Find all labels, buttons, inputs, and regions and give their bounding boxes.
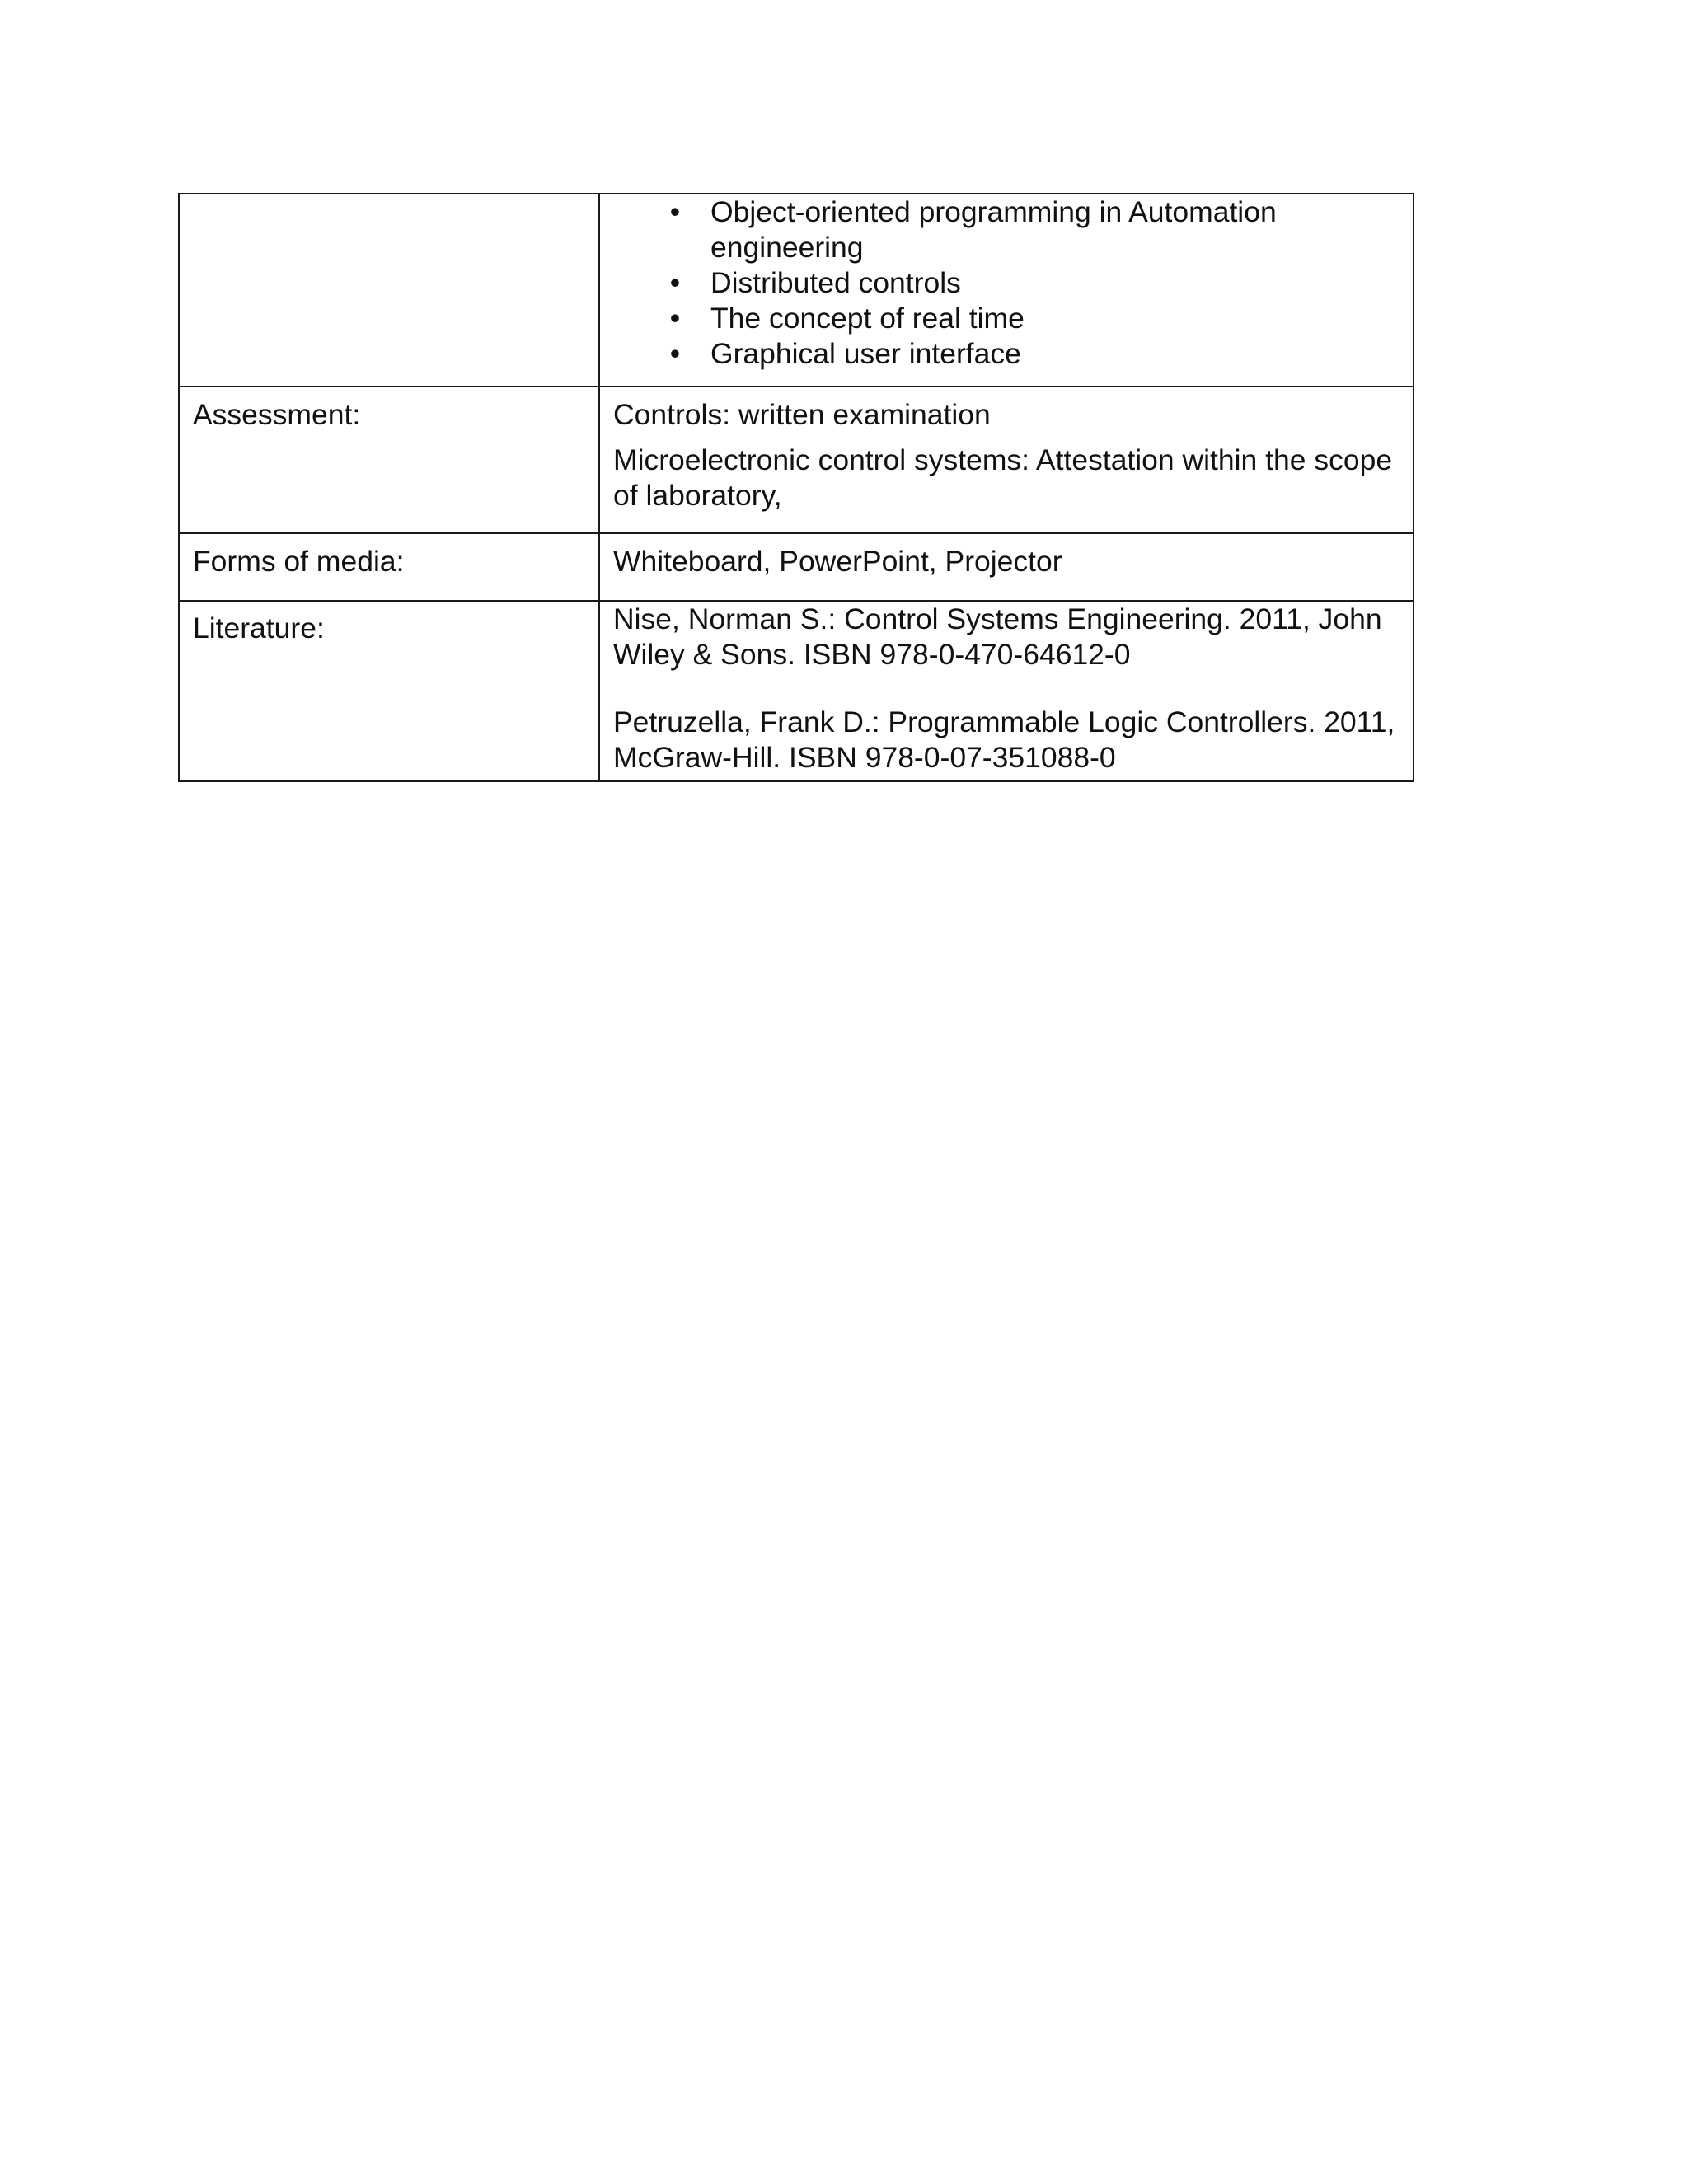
module-description-table: [178, 193, 1414, 782]
assessment-value-cell: [599, 387, 1414, 533]
topic-text: Graphical user interface: [710, 337, 1021, 370]
assessment-label: Assessment:: [179, 387, 599, 533]
topic-text: The concept of real time: [710, 302, 1025, 335]
assessment-line: Microelectronic control systems: Attestation within the scope of laboratory,: [613, 443, 1393, 512]
media-value: Whiteboard, PowerPoint, Projector: [599, 533, 1414, 601]
assessment-line: Controls: written examination: [613, 398, 991, 431]
bullet-icon: •: [669, 302, 681, 335]
table-row: [179, 194, 1414, 387]
list-item: [613, 301, 1400, 336]
table-row: [179, 533, 1414, 601]
table-row: [179, 387, 1414, 533]
topics-value-cell: [599, 194, 1414, 387]
topics-label-cell: [179, 194, 599, 387]
media-label: Forms of media:: [179, 533, 599, 601]
bullet-icon: •: [669, 266, 681, 299]
topics-list: [613, 194, 1400, 372]
literature-reference: Petruzella, Frank D.: Programmable Logic Controllers. 2011, McGraw-Hill. ISBN 978-0-07-351088-0: [613, 705, 1395, 774]
list-item: [613, 336, 1400, 372]
literature-reference: Nise, Norman S.: Control Systems Engineering. 2011, John Wiley & Sons. ISBN 978-0-470-64612-0: [613, 602, 1382, 671]
topic-text: Object-oriented programming in Automation engineering: [710, 195, 1277, 264]
literature-label: Literature:: [179, 601, 599, 781]
bullet-icon: •: [669, 195, 681, 228]
topic-text: Distributed controls: [710, 266, 961, 299]
literature-value-cell: [599, 601, 1414, 781]
table-row: [179, 601, 1414, 781]
bullet-icon: •: [669, 337, 681, 370]
list-item: [613, 194, 1400, 265]
list-item: [613, 265, 1400, 301]
